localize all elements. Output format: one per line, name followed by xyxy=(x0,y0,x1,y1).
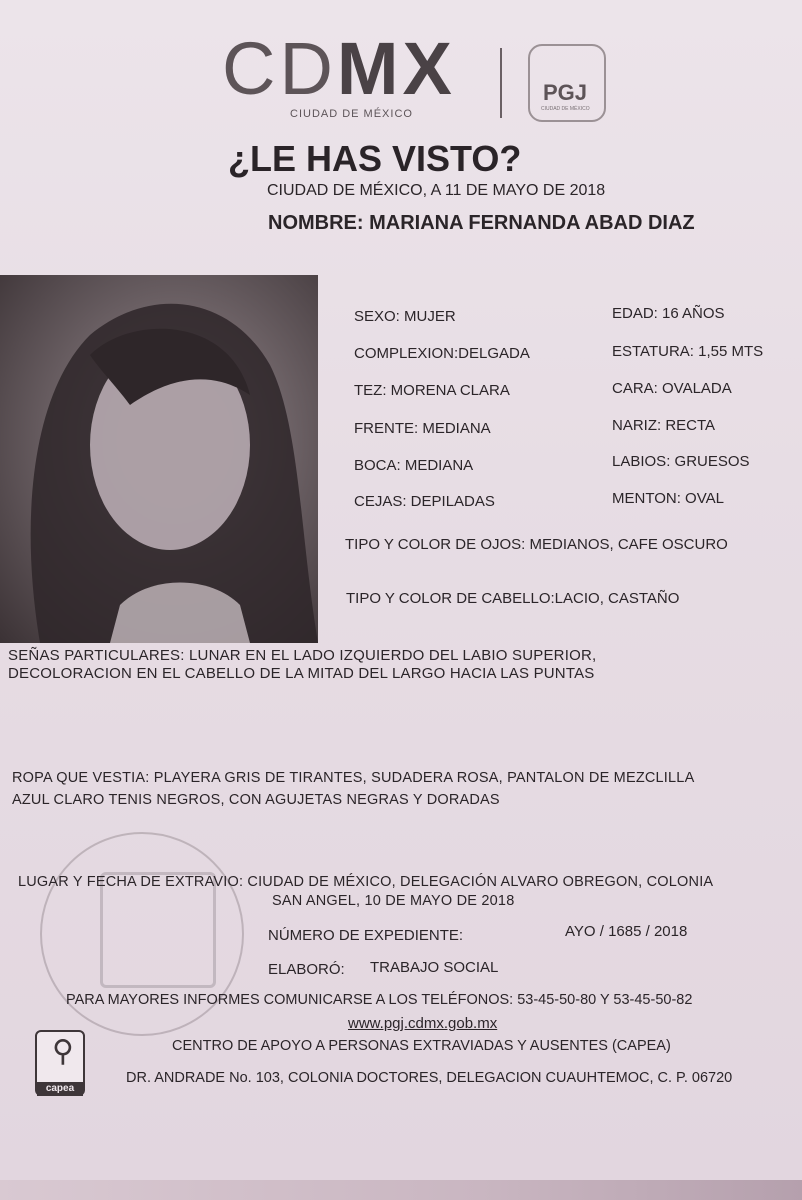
background-surface xyxy=(0,1180,802,1200)
senas-line-2: DECOLORACION EN EL CABELLO DE LA MITAD DEL LARGO HACIA LAS PUNTAS xyxy=(8,665,595,682)
expediente-label: NÚMERO DE EXPEDIENTE: xyxy=(268,927,464,944)
field-ojos: TIPO Y COLOR DE OJOS: MEDIANOS, CAFE OSCURO xyxy=(345,536,728,553)
date-line: CIUDAD DE MÉXICO, A 11 DE MAYO DE 2018 xyxy=(267,182,606,199)
elaboro-value: TRABAJO SOCIAL xyxy=(370,959,499,976)
field-sexo: SEXO: MUJER xyxy=(354,308,456,325)
pgj-logo-subtitle: CIUDAD DE MÉXICO xyxy=(541,106,590,112)
field-cejas: CEJAS: DEPILADAS xyxy=(354,493,495,510)
person-photo-silhouette xyxy=(0,275,318,643)
expediente-value: AYO / 1685 / 2018 xyxy=(565,923,688,940)
capea-center: CENTRO DE APOYO A PERSONAS EXTRAVIADAS Y AUSENTES (CAPEA) xyxy=(172,1038,671,1054)
field-tez: TEZ: MORENA CLARA xyxy=(354,382,510,399)
logo-divider xyxy=(500,48,502,118)
field-edad: EDAD: 16 AÑOS xyxy=(612,305,725,322)
ropa-line-2: AZUL CLARO TENIS NEGROS, CON AGUJETAS NEGRAS Y DORADAS xyxy=(12,792,500,808)
lugar-line-1: LUGAR Y FECHA DE EXTRAVIO: CIUDAD DE MÉXICO, DELEGACIÓN ALVARO OBREGON, COLONIA xyxy=(18,874,714,890)
field-menton: MENTON: OVAL xyxy=(612,490,724,507)
field-cabello: TIPO Y COLOR DE CABELLO:LACIO, CASTAÑO xyxy=(346,590,680,607)
cdmx-logo-subtitle: CIUDAD DE MÉXICO xyxy=(290,108,413,120)
page-title: ¿LE HAS VISTO? xyxy=(228,138,522,179)
field-nariz: NARIZ: RECTA xyxy=(612,417,716,434)
contact-phones: PARA MAYORES INFORMES COMUNICARSE A LOS TELÉFONOS: 53-45-50-80 Y 53-45-50-82 xyxy=(66,992,693,1008)
ropa-line-1: ROPA QUE VESTIA: PLAYERA GRIS DE TIRANTES, SUDADERA ROSA, PANTALON DE MEZCLILLA xyxy=(12,770,695,786)
field-frente: FRENTE: MEDIANA xyxy=(354,420,491,437)
capea-logo-text: capea xyxy=(37,1082,83,1096)
capea-pin-icon: ⚲ xyxy=(52,1035,74,1068)
field-cara: CARA: OVALADA xyxy=(612,380,732,397)
field-complexion: COMPLEXION:DELGADA xyxy=(354,345,530,362)
elaboro-label: ELABORÓ: xyxy=(268,961,345,978)
person-name: NOMBRE: MARIANA FERNANDA ABAD DIAZ xyxy=(268,212,695,234)
capea-address: DR. ANDRADE No. 103, COLONIA DOCTORES, DELEGACION CUAUHTEMOC, C. P. 06720 xyxy=(126,1070,733,1086)
field-labios: LABIOS: GRUESOS xyxy=(612,453,750,470)
cdmx-logo: CDMX xyxy=(222,27,456,110)
lugar-line-2: SAN ANGEL, 10 DE MAYO DE 2018 xyxy=(272,893,515,909)
field-estatura: ESTATURA: 1,55 MTS xyxy=(612,343,764,360)
person-photo xyxy=(0,275,318,643)
senas-line-1: SEÑAS PARTICULARES: LUNAR EN EL LADO IZQUIERDO DEL LABIO SUPERIOR, xyxy=(8,647,597,664)
pgj-logo: PGJ xyxy=(543,80,588,105)
website-link[interactable]: www.pgj.cdmx.gob.mx xyxy=(348,1015,498,1032)
field-boca: BOCA: MEDIANA xyxy=(354,457,474,474)
